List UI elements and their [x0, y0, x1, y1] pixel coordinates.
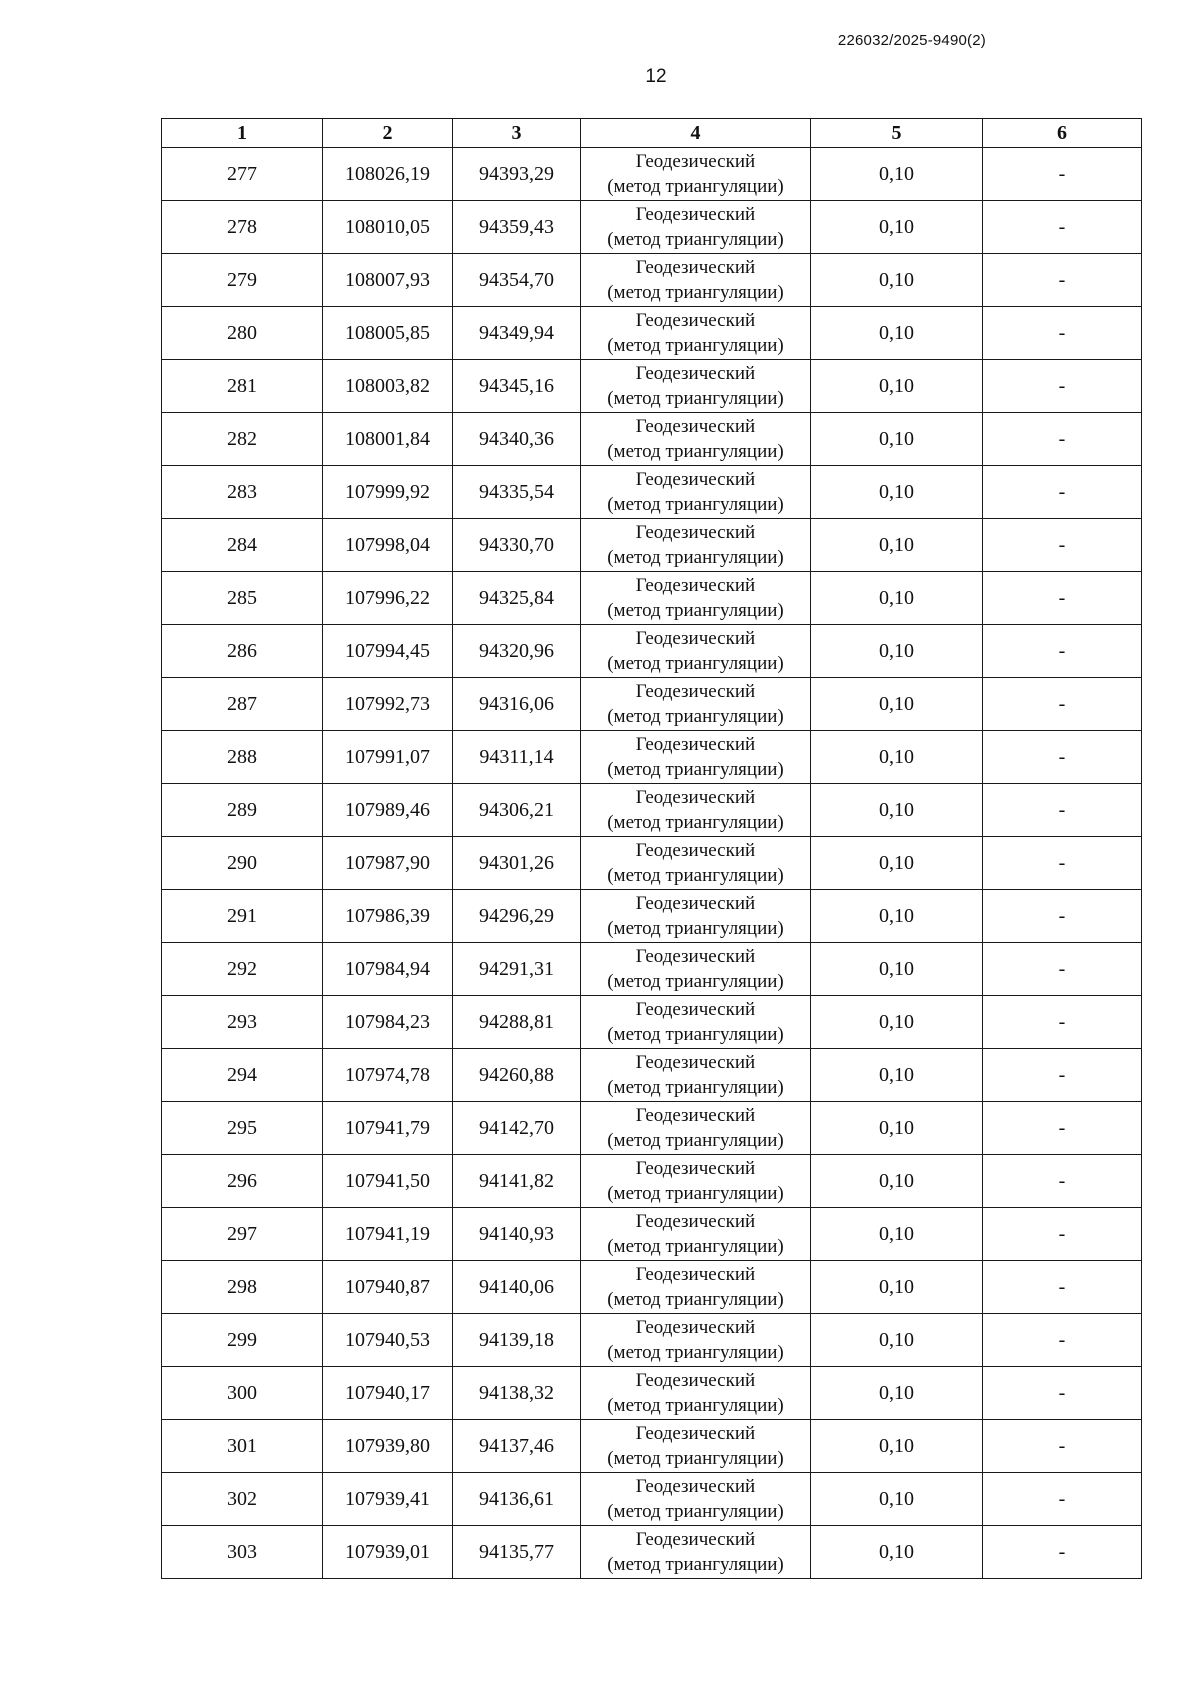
accuracy-cell: 0,10 [811, 1473, 983, 1526]
point-cell: 284 [162, 519, 323, 572]
method-text: (метод триангуляции) [607, 335, 784, 356]
accuracy-cell: 0,10 [811, 572, 983, 625]
method-cell [581, 1102, 811, 1155]
y-coordinate-cell: 94140,06 [453, 1261, 581, 1314]
y-coordinate-cell: 94301,26 [453, 837, 581, 890]
method-text: (метод триангуляции) [607, 1395, 784, 1416]
x-coordinate-cell: 108001,84 [323, 413, 453, 466]
method-cell [581, 1155, 811, 1208]
method-text: Геодезический [635, 204, 756, 225]
y-coordinate-cell: 94260,88 [453, 1049, 581, 1102]
accuracy-cell: 0,10 [811, 837, 983, 890]
note-cell: - [983, 466, 1142, 519]
note-cell: - [983, 1102, 1142, 1155]
note-cell: - [983, 625, 1142, 678]
x-coordinate-cell: 107941,50 [323, 1155, 453, 1208]
y-coordinate-cell: 94316,06 [453, 678, 581, 731]
note-cell: - [983, 1155, 1142, 1208]
y-coordinate-cell: 94139,18 [453, 1314, 581, 1367]
y-coordinate-cell: 94359,43 [453, 201, 581, 254]
table-row [162, 1102, 1142, 1155]
table-row [162, 1155, 1142, 1208]
x-coordinate-cell: 107939,01 [323, 1526, 453, 1579]
method-text: Геодезический [635, 1317, 756, 1338]
method-cell [581, 572, 811, 625]
note-cell: - [983, 201, 1142, 254]
y-coordinate-cell: 94138,32 [453, 1367, 581, 1420]
method-text: Геодезический [635, 628, 756, 649]
accuracy-cell: 0,10 [811, 1367, 983, 1420]
accuracy-cell: 0,10 [811, 148, 983, 201]
note-cell: - [983, 890, 1142, 943]
method-text: (метод триангуляции) [607, 1024, 784, 1045]
point-cell: 293 [162, 996, 323, 1049]
table-row [162, 519, 1142, 572]
method-cell [581, 1367, 811, 1420]
accuracy-cell: 0,10 [811, 784, 983, 837]
column-header: 3 [453, 119, 581, 148]
table-row [162, 413, 1142, 466]
accuracy-cell: 0,10 [811, 1102, 983, 1155]
method-text: Геодезический [635, 575, 756, 596]
method-text: Геодезический [635, 1529, 756, 1550]
method-cell [581, 731, 811, 784]
table-row [162, 784, 1142, 837]
column-header: 1 [162, 119, 323, 148]
x-coordinate-cell: 107989,46 [323, 784, 453, 837]
y-coordinate-cell: 94320,96 [453, 625, 581, 678]
method-text: (метод триангуляции) [607, 706, 784, 727]
accuracy-cell: 0,10 [811, 678, 983, 731]
note-cell: - [983, 413, 1142, 466]
table-row [162, 996, 1142, 1049]
x-coordinate-cell: 107987,90 [323, 837, 453, 890]
x-coordinate-cell: 107994,45 [323, 625, 453, 678]
column-header: 6 [983, 119, 1142, 148]
x-coordinate-cell: 107986,39 [323, 890, 453, 943]
method-text: Геодезический [635, 1211, 756, 1232]
method-text: (метод триангуляции) [607, 918, 784, 939]
y-coordinate-cell: 94135,77 [453, 1526, 581, 1579]
table-row [162, 943, 1142, 996]
table-row [162, 731, 1142, 784]
table-row [162, 625, 1142, 678]
point-cell: 301 [162, 1420, 323, 1473]
method-text: Геодезический [635, 840, 756, 861]
method-text: Геодезический [635, 416, 756, 437]
point-cell: 292 [162, 943, 323, 996]
y-coordinate-cell: 94306,21 [453, 784, 581, 837]
x-coordinate-cell: 108005,85 [323, 307, 453, 360]
x-coordinate-cell: 108010,05 [323, 201, 453, 254]
note-cell: - [983, 731, 1142, 784]
x-coordinate-cell: 107984,23 [323, 996, 453, 1049]
table-header-row [162, 119, 1142, 148]
point-cell: 285 [162, 572, 323, 625]
point-cell: 294 [162, 1049, 323, 1102]
method-cell [581, 784, 811, 837]
note-cell: - [983, 1473, 1142, 1526]
method-text: Геодезический [635, 257, 756, 278]
note-cell: - [983, 1314, 1142, 1367]
accuracy-cell: 0,10 [811, 360, 983, 413]
method-text: (метод триангуляции) [607, 441, 784, 462]
method-cell [581, 201, 811, 254]
table-row [162, 307, 1142, 360]
x-coordinate-cell: 107999,92 [323, 466, 453, 519]
method-cell [581, 1049, 811, 1102]
table-row [162, 1049, 1142, 1102]
x-coordinate-cell: 107941,79 [323, 1102, 453, 1155]
method-text: (метод триангуляции) [607, 1130, 784, 1151]
point-cell: 287 [162, 678, 323, 731]
point-cell: 277 [162, 148, 323, 201]
accuracy-cell: 0,10 [811, 625, 983, 678]
note-cell: - [983, 1208, 1142, 1261]
accuracy-cell: 0,10 [811, 943, 983, 996]
method-text: Геодезический [635, 1264, 756, 1285]
y-coordinate-cell: 94311,14 [453, 731, 581, 784]
accuracy-cell: 0,10 [811, 519, 983, 572]
method-text: Геодезический [635, 787, 756, 808]
method-text: (метод триангуляции) [607, 1183, 784, 1204]
table-row [162, 1420, 1142, 1473]
method-text: (метод триангуляции) [607, 1077, 784, 1098]
method-text: Геодезический [635, 151, 756, 172]
table-row [162, 1473, 1142, 1526]
note-cell: - [983, 837, 1142, 890]
accuracy-cell: 0,10 [811, 731, 983, 784]
table-row [162, 201, 1142, 254]
note-cell: - [983, 784, 1142, 837]
method-cell [581, 1420, 811, 1473]
method-text: (метод триангуляции) [607, 653, 784, 674]
y-coordinate-cell: 94340,36 [453, 413, 581, 466]
column-header: 5 [811, 119, 983, 148]
method-cell [581, 307, 811, 360]
x-coordinate-cell: 107991,07 [323, 731, 453, 784]
y-coordinate-cell: 94140,93 [453, 1208, 581, 1261]
method-text: (метод триангуляции) [607, 1554, 784, 1575]
note-cell: - [983, 1367, 1142, 1420]
y-coordinate-cell: 94288,81 [453, 996, 581, 1049]
method-cell [581, 625, 811, 678]
point-cell: 280 [162, 307, 323, 360]
table-row [162, 1526, 1142, 1579]
method-text: (метод триангуляции) [607, 547, 784, 568]
note-cell: - [983, 678, 1142, 731]
point-cell: 279 [162, 254, 323, 307]
page-number: 12 [645, 66, 667, 87]
method-cell [581, 837, 811, 890]
y-coordinate-cell: 94137,46 [453, 1420, 581, 1473]
note-cell: - [983, 307, 1142, 360]
method-text: (метод триангуляции) [607, 494, 784, 515]
method-text: (метод триангуляции) [607, 176, 784, 197]
method-text: (метод триангуляции) [607, 600, 784, 621]
document-id: 226032/2025-9490(2) [837, 32, 986, 49]
note-cell: - [983, 519, 1142, 572]
method-text: (метод триангуляции) [607, 1448, 784, 1469]
note-cell: - [983, 1049, 1142, 1102]
point-cell: 300 [162, 1367, 323, 1420]
y-coordinate-cell: 94393,29 [453, 148, 581, 201]
method-cell [581, 413, 811, 466]
note-cell: - [983, 943, 1142, 996]
method-text: Геодезический [635, 1052, 756, 1073]
point-cell: 278 [162, 201, 323, 254]
table-row [162, 572, 1142, 625]
accuracy-cell: 0,10 [811, 201, 983, 254]
x-coordinate-cell: 107939,41 [323, 1473, 453, 1526]
method-text: (метод триангуляции) [607, 865, 784, 886]
x-coordinate-cell: 107940,17 [323, 1367, 453, 1420]
point-cell: 282 [162, 413, 323, 466]
method-cell [581, 1526, 811, 1579]
accuracy-cell: 0,10 [811, 1261, 983, 1314]
method-cell [581, 148, 811, 201]
column-header: 4 [581, 119, 811, 148]
method-text: (метод триангуляции) [607, 759, 784, 780]
accuracy-cell: 0,10 [811, 466, 983, 519]
x-coordinate-cell: 107974,78 [323, 1049, 453, 1102]
method-text: Геодезический [635, 946, 756, 967]
table-row [162, 837, 1142, 890]
table-row [162, 360, 1142, 413]
point-cell: 289 [162, 784, 323, 837]
method-text: Геодезический [635, 1476, 756, 1497]
method-text: Геодезический [635, 734, 756, 755]
method-text: (метод триангуляции) [607, 1289, 784, 1310]
method-cell [581, 943, 811, 996]
method-text: (метод триангуляции) [607, 229, 784, 250]
x-coordinate-cell: 107984,94 [323, 943, 453, 996]
method-text: Геодезический [635, 893, 756, 914]
y-coordinate-cell: 94330,70 [453, 519, 581, 572]
y-coordinate-cell: 94335,54 [453, 466, 581, 519]
x-coordinate-cell: 107939,80 [323, 1420, 453, 1473]
note-cell: - [983, 1261, 1142, 1314]
method-text: Геодезический [635, 522, 756, 543]
table-row [162, 1314, 1142, 1367]
x-coordinate-cell: 107941,19 [323, 1208, 453, 1261]
x-coordinate-cell: 107998,04 [323, 519, 453, 572]
table-row [162, 466, 1142, 519]
method-cell [581, 996, 811, 1049]
method-text: Геодезический [635, 363, 756, 384]
x-coordinate-cell: 108003,82 [323, 360, 453, 413]
y-coordinate-cell: 94136,61 [453, 1473, 581, 1526]
accuracy-cell: 0,10 [811, 307, 983, 360]
point-cell: 297 [162, 1208, 323, 1261]
note-cell: - [983, 148, 1142, 201]
point-cell: 288 [162, 731, 323, 784]
accuracy-cell: 0,10 [811, 890, 983, 943]
method-text: (метод триангуляции) [607, 812, 784, 833]
x-coordinate-cell: 107940,53 [323, 1314, 453, 1367]
point-cell: 291 [162, 890, 323, 943]
y-coordinate-cell: 94291,31 [453, 943, 581, 996]
accuracy-cell: 0,10 [811, 1420, 983, 1473]
point-cell: 302 [162, 1473, 323, 1526]
method-cell [581, 1314, 811, 1367]
method-cell [581, 1473, 811, 1526]
y-coordinate-cell: 94345,16 [453, 360, 581, 413]
y-coordinate-cell: 94349,94 [453, 307, 581, 360]
method-text: Геодезический [635, 681, 756, 702]
table-row [162, 1367, 1142, 1420]
method-text: Геодезический [635, 310, 756, 331]
method-text: (метод триангуляции) [607, 971, 784, 992]
point-cell: 290 [162, 837, 323, 890]
note-cell: - [983, 360, 1142, 413]
method-text: (метод триангуляции) [607, 1236, 784, 1257]
method-cell [581, 890, 811, 943]
note-cell: - [983, 254, 1142, 307]
method-text: Геодезический [635, 1105, 756, 1126]
method-cell [581, 1261, 811, 1314]
y-coordinate-cell: 94325,84 [453, 572, 581, 625]
y-coordinate-cell: 94354,70 [453, 254, 581, 307]
x-coordinate-cell: 107992,73 [323, 678, 453, 731]
point-cell: 303 [162, 1526, 323, 1579]
method-cell [581, 254, 811, 307]
accuracy-cell: 0,10 [811, 413, 983, 466]
table-row [162, 148, 1142, 201]
method-text: (метод триангуляции) [607, 282, 784, 303]
method-text: (метод триангуляции) [607, 388, 784, 409]
table-body [162, 148, 1142, 1579]
accuracy-cell: 0,10 [811, 1049, 983, 1102]
table-row [162, 1261, 1142, 1314]
table-row [162, 1208, 1142, 1261]
accuracy-cell: 0,10 [811, 1155, 983, 1208]
coordinates-table [161, 118, 1142, 1579]
table-row [162, 678, 1142, 731]
point-cell: 281 [162, 360, 323, 413]
method-cell [581, 519, 811, 572]
method-text: Геодезический [635, 999, 756, 1020]
point-cell: 295 [162, 1102, 323, 1155]
y-coordinate-cell: 94142,70 [453, 1102, 581, 1155]
x-coordinate-cell: 108026,19 [323, 148, 453, 201]
method-text: Геодезический [635, 469, 756, 490]
method-text: Геодезический [635, 1158, 756, 1179]
method-text: (метод триангуляции) [607, 1501, 784, 1522]
note-cell: - [983, 1526, 1142, 1579]
accuracy-cell: 0,10 [811, 254, 983, 307]
method-cell [581, 360, 811, 413]
column-header: 2 [323, 119, 453, 148]
method-text: (метод триангуляции) [607, 1342, 784, 1363]
point-cell: 296 [162, 1155, 323, 1208]
method-text: Геодезический [635, 1370, 756, 1391]
method-text: Геодезический [635, 1423, 756, 1444]
table-row [162, 254, 1142, 307]
accuracy-cell: 0,10 [811, 1208, 983, 1261]
accuracy-cell: 0,10 [811, 1314, 983, 1367]
point-cell: 283 [162, 466, 323, 519]
note-cell: - [983, 996, 1142, 1049]
table-row [162, 890, 1142, 943]
method-cell [581, 678, 811, 731]
accuracy-cell: 0,10 [811, 1526, 983, 1579]
y-coordinate-cell: 94141,82 [453, 1155, 581, 1208]
note-cell: - [983, 572, 1142, 625]
method-cell [581, 1208, 811, 1261]
x-coordinate-cell: 107996,22 [323, 572, 453, 625]
point-cell: 286 [162, 625, 323, 678]
y-coordinate-cell: 94296,29 [453, 890, 581, 943]
method-cell [581, 466, 811, 519]
x-coordinate-cell: 108007,93 [323, 254, 453, 307]
point-cell: 298 [162, 1261, 323, 1314]
note-cell: - [983, 1420, 1142, 1473]
point-cell: 299 [162, 1314, 323, 1367]
x-coordinate-cell: 107940,87 [323, 1261, 453, 1314]
accuracy-cell: 0,10 [811, 996, 983, 1049]
